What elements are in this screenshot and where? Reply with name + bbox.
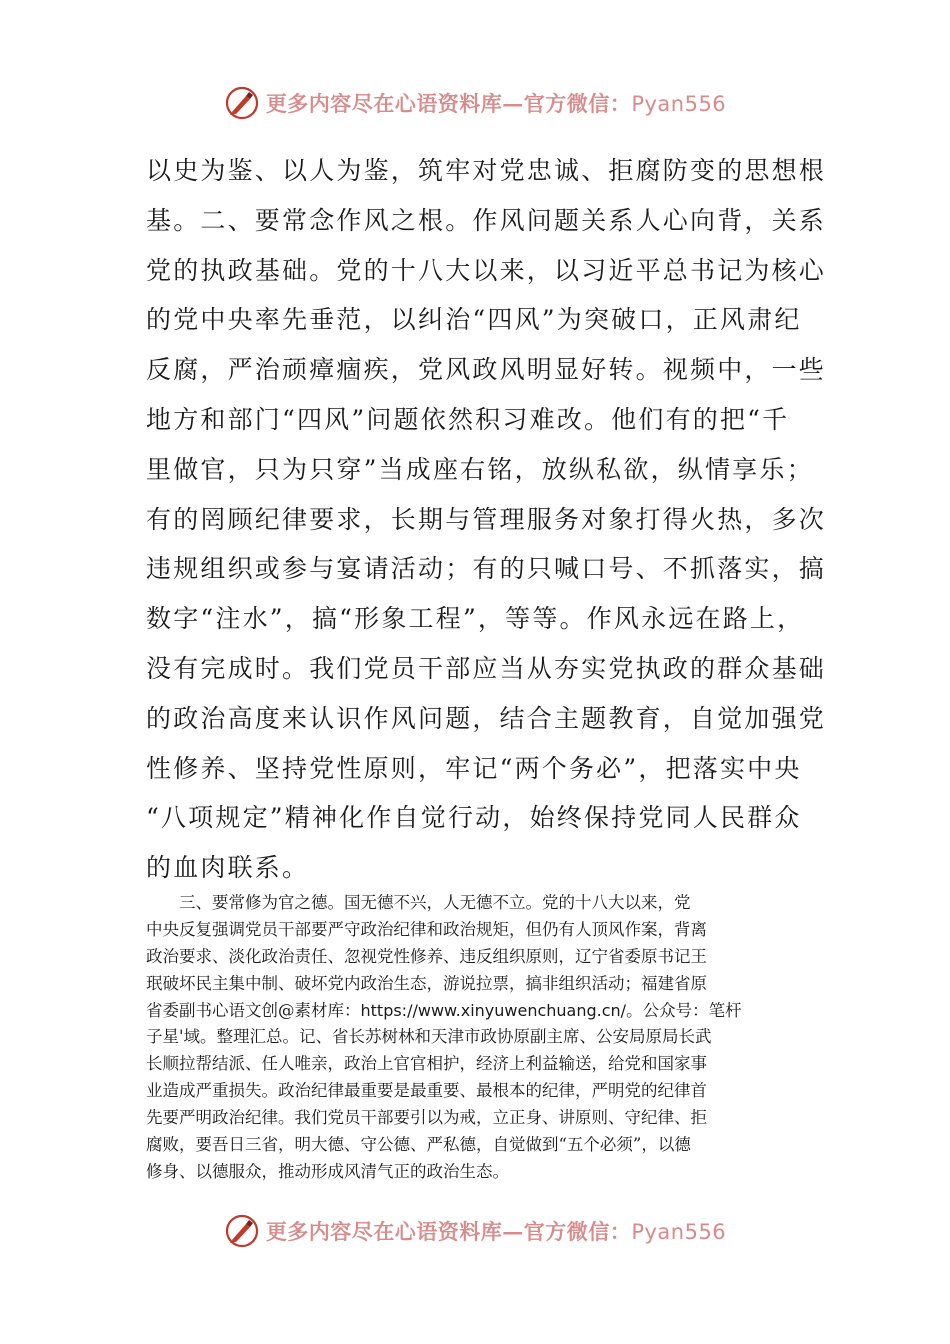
section-three-paragraph	[146, 890, 806, 1186]
url-line-prefix: 省委副书心语文创@素材库：	[146, 1000, 361, 1020]
header-banner-text	[266, 88, 726, 118]
header-banner-id: Pyan556	[631, 92, 727, 116]
url-line-suffix: 。公众号：笔杆	[626, 1000, 742, 1020]
text-line: 中央反复强调党员干部要严守政治纪律和政治规矩，但仍有人顶风作案，背离	[146, 919, 707, 939]
text-line: 违规组织或参与宴请活动；有的只喊口号、不抓落实，搞	[146, 554, 827, 584]
footer-watermark-banner	[0, 1206, 950, 1256]
text-line: 没有完成时。我们党员干部应当从夯实党执政的群众基础	[146, 653, 827, 683]
text-line: 三、要常修为官之德。国无德不兴，人无德不立。党的十八大以来，党	[146, 893, 691, 912]
text-line: 珉破坏民主集中制、破坏党内政治生态，游说拉票，搞非组织活动；福建省原	[146, 973, 707, 993]
main-paragraph	[146, 146, 827, 893]
text-line: 的政治高度来认识作风问题，结合主题教育，自觉加强党	[146, 703, 827, 733]
text-line: 里做官，只为只穿”当成座右铭，放纵私欲，纵情享乐；	[146, 454, 814, 484]
text-line: 子星'域。整理汇总。记、省长苏树林和天津市政协原副主席、公安局原局长武	[146, 1027, 712, 1047]
footer-banner-id: Pyan556	[631, 1220, 727, 1244]
pen-logo-icon	[224, 1213, 260, 1249]
text-line: 基。二、要常念作风之根。作风问题关系人心向背，关系	[146, 205, 827, 235]
text-line: 腐败，要吾日三省，明大德、守公德、严私德，自觉做到“五个必须”，以德	[146, 1135, 691, 1155]
text-line: 政治要求、淡化政治责任、忽视党性修养、违反组织原则，辽宁省委原书记王	[146, 946, 707, 966]
text-line: “八项规定”精神化作自觉行动，始终保持党同人民群众	[146, 803, 802, 833]
text-line: 先要严明政治纪律。我们党员干部要引以为戒，立正身、讲原则、守纪律、拒	[146, 1108, 707, 1128]
text-line: 数字“注水”，搞“形象工程”，等等。作风永远在路上，	[146, 604, 805, 634]
footer-banner-text	[266, 1216, 726, 1246]
text-line: 党的执政基础。党的十八大以来，以习近平总书记为核心	[146, 255, 827, 285]
pen-logo-icon	[224, 85, 260, 121]
header-banner-cn: 更多内容尽在心语资料库—官方微信：	[265, 91, 632, 116]
text-line: 反腐，严治顽瘴痼疾，党风政风明显好转。视频中，一些	[146, 355, 827, 385]
text-line: 性修养、坚持党性原则，牢记“两个务必”，把落实中央	[146, 753, 802, 783]
text-line: 长顺拉帮结派、任人唯亲，政治上官官相护，经济上利益输送，给党和国家事	[146, 1054, 707, 1074]
text-line: 的党中央率先垂范，以纠治“四风”为突破口，正风肃纪	[146, 305, 802, 335]
text-line: 地方和部门“四风”问题依然积习难改。他们有的把“千	[146, 404, 790, 434]
text-line: 修身、以德服众，推动形成风清气正的政治生态。	[146, 1161, 509, 1181]
footer-banner-cn: 更多内容尽在心语资料库—官方微信：	[265, 1219, 632, 1244]
text-line: 有的罔顾纪律要求，长期与管理服务对象打得火热，多次	[146, 504, 827, 534]
text-line: 以史为鉴、以人为鉴，筑牢对党忠诚、拒腐防变的思想根	[146, 156, 827, 185]
header-watermark-banner	[0, 78, 950, 128]
text-line: 业造成严重损失。政治纪律最重要是最重要、最根本的纪律，严明党的纪律首	[146, 1081, 707, 1101]
text-line-with-url	[146, 998, 806, 1025]
website-link[interactable]: https://www.xinyuwenchuang.cn/	[360, 1000, 627, 1020]
text-line: 的血肉联系。	[146, 853, 310, 883]
